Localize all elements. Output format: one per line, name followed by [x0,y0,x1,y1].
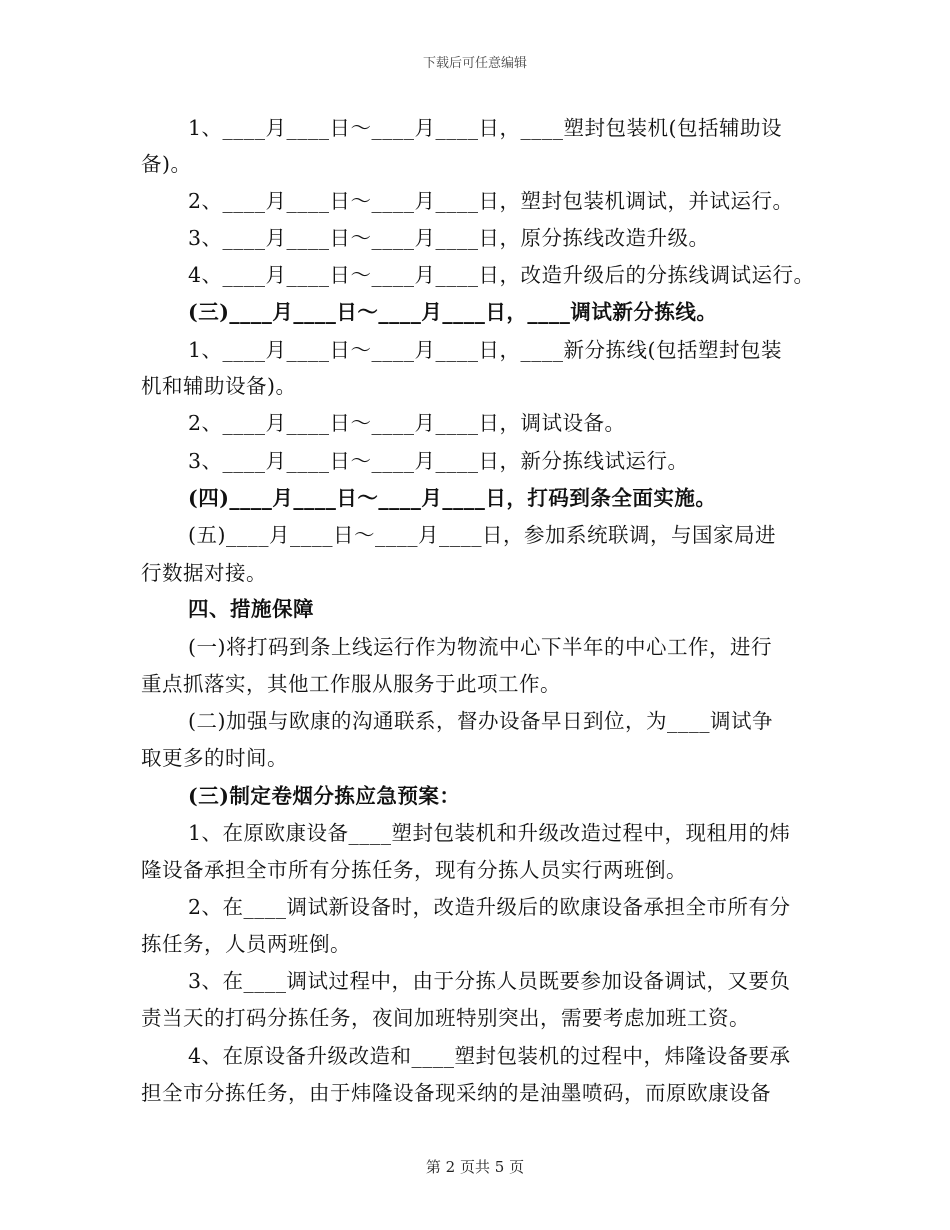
paragraph-line: (一)将打码到条上线运行作为物流中心下半年的中心工作，进行 [188,635,772,659]
paragraph-line: 担全市分拣任务，由于炜隆设备现采纳的是油墨喷码，而原欧康设备 [141,1081,771,1105]
paragraph-line: 4、____月____日～____月____日，改造升级后的分拣线调试运行。 [188,263,815,287]
paragraph-line: (二)加强与欧康的沟通联系，督办设备早日到位，为____调试争 [188,709,773,733]
paragraph-line: 重点抓落实，其他工作服从服务于此项工作。 [141,672,561,696]
paragraph-line: 拣任务，人员两班倒。 [141,932,351,956]
paragraph-line: 1、____月____日～____月____日，____新分拣线(包括塑封包装 [188,338,783,362]
paragraph-line: 责当天的打码分拣任务，夜间加班特别突出，需要考虑加班工资。 [141,1006,750,1030]
paragraph-line: 3、____月____日～____月____日，新分拣线试运行。 [188,449,689,473]
paragraph-line: 取更多的时间。 [141,746,288,770]
paragraph-line: 3、在____调试过程中，由于分拣人员既要参加设备调试，又要负 [188,969,791,993]
page-footer: 第 2 页共 5 页 [425,1158,525,1176]
paragraph-line: 3、____月____日～____月____日，原分拣线改造升级。 [188,226,710,250]
paragraph-line: 隆设备承担全市所有分拣任务，现有分拣人员实行两班倒。 [141,858,687,882]
paragraph-line: 1、____月____日～____月____日，____塑封包装机(包括辅助设 [188,116,783,140]
paragraph-line: 4、在原设备升级改造和____塑封包装机的过程中，炜隆设备要承 [188,1044,791,1068]
section-heading: (三)____月____日～____月____日，____调试新分拣线。 [188,300,718,324]
paragraph-line: (五)____月____日～____月____日，参加系统联调，与国家局进 [188,523,776,547]
paragraph-line: 机和辅助设备)。 [141,374,297,398]
section-heading: (四)____月____日～____月____日，打码到条全面实施。 [188,486,717,510]
page-header: 下载后可任意编辑 [422,56,527,71]
section-heading: 四、措施保障 [188,597,314,621]
paragraph-line: 2、在____调试新设备时，改造升级后的欧康设备承担全市所有分 [188,895,791,919]
paragraph-line: 备)。 [141,152,192,176]
paragraph-line: 行数据对接。 [141,561,267,585]
section-heading: (三)制定卷烟分拣应急预案： [188,784,461,808]
paragraph-line: 1、在原欧康设备____塑封包装机和升级改造过程中，现租用的炜 [188,821,791,845]
paragraph-line: 2、____月____日～____月____日，塑封包装机调试，并试运行。 [188,189,794,213]
paragraph-line: 2、____月____日～____月____日，调试设备。 [188,411,626,435]
